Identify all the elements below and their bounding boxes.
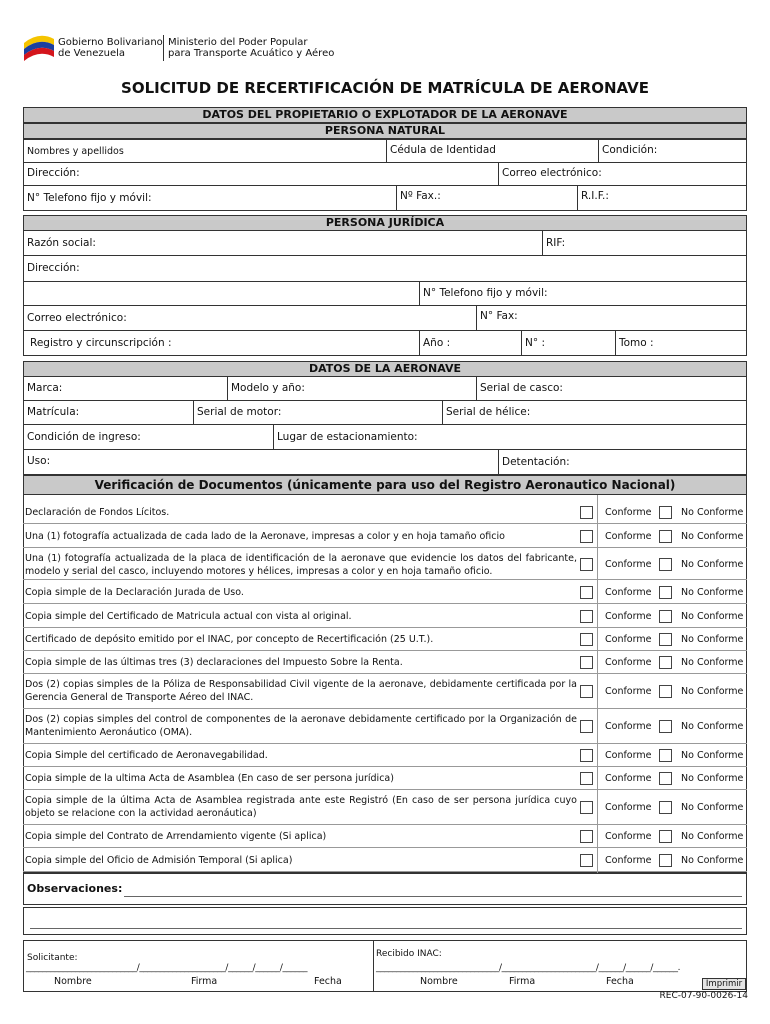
received-label: Recibido INAC: — [376, 949, 442, 959]
holding-field[interactable]: Detentación: — [502, 456, 570, 468]
rif-field[interactable]: R.I.F.: — [581, 190, 609, 202]
applicant-signature-line[interactable]: ___________________________/_____________________/______/______/______ — [26, 963, 308, 973]
hull-serial-field[interactable]: Serial de casco: — [480, 382, 563, 394]
form-code: REC-07-90-0026-14 — [659, 991, 748, 1001]
verification-row — [23, 709, 747, 744]
conforme-label: Conforme — [605, 686, 652, 697]
applicant-sign-label: Firma — [191, 976, 218, 987]
verification-item-text: Dos (2) copias simples de la Póliza de Responsabilidad Civil vigente de la aeronave, debidamente certificada por la Gerencia General de Transporte Aéreo del INAC. — [25, 679, 577, 703]
verification-item-text: Copia simple de la Declaración Jurada de Uso. — [25, 586, 244, 598]
no-conforme-label: No Conforme — [681, 657, 744, 668]
registry-field[interactable]: Registro y circunscripción : — [30, 337, 172, 349]
juridica-row-2 — [23, 256, 747, 282]
no-conforme-label: No Conforme — [681, 750, 744, 761]
owner-section-title: DATOS DEL PROPIETARIO O EXPLOTADOR DE LA AERONAVE — [23, 107, 747, 123]
verification-title: Verificación de Documentos (únicamente para uso del Registro Aeronautico Nacional) — [23, 475, 747, 495]
aircraft-row-4 — [23, 450, 747, 475]
venezuela-flag-icon — [22, 33, 56, 63]
address-field[interactable]: Dirección: — [27, 167, 80, 179]
verification-row — [23, 580, 747, 604]
juridica-fax-field[interactable]: N° Fax: — [480, 310, 518, 322]
verification-row — [23, 790, 747, 825]
conforme-checkbox[interactable] — [580, 586, 593, 599]
entry-condition-field[interactable]: Condición de ingreso: — [27, 431, 141, 443]
observations-box — [23, 873, 747, 905]
use-field[interactable]: Uso: — [27, 455, 51, 467]
no-conforme-checkbox[interactable] — [659, 558, 672, 571]
verification-row — [23, 500, 747, 524]
conforme-checkbox[interactable] — [580, 749, 593, 762]
juridica-address-field[interactable]: Dirección: — [27, 262, 80, 274]
verification-item-text: Copia Simple del certificado de Aeronavegabilidad. — [25, 750, 268, 761]
conforme-label: Conforme — [605, 773, 652, 784]
natural-row-1 — [23, 139, 747, 163]
juridica-row-4 — [23, 306, 747, 331]
brand-field[interactable]: Marca: — [27, 382, 63, 394]
no-conforme-label: No Conforme — [681, 831, 744, 842]
conforme-checkbox[interactable] — [580, 558, 593, 571]
juridica-row-5 — [23, 331, 747, 356]
applicant-label: Solicitante: — [27, 953, 78, 963]
conforme-label: Conforme — [605, 634, 652, 645]
applicant-date-label: Fecha — [314, 976, 342, 987]
observations-label: Observaciones: — [27, 882, 123, 895]
verification-item-text: Una (1) fotografía actualizada de la placa de identificación de la aeronave que evidencie los datos del fabricante, modelo y serial del casco, incluyendo motores y hélices, impresas a color y en hoja tamaño oficio. — [25, 553, 577, 577]
no-conforme-label: No Conforme — [681, 773, 744, 784]
conforme-label: Conforme — [605, 721, 652, 732]
natural-person-title: PERSONA NATURAL — [23, 123, 747, 139]
conforme-checkbox[interactable] — [580, 772, 593, 785]
conforme-checkbox[interactable] — [580, 610, 593, 623]
aircraft-row-1 — [23, 377, 747, 401]
conforme-checkbox[interactable] — [580, 656, 593, 669]
no-conforme-checkbox[interactable] — [659, 610, 672, 623]
no-conforme-label: No Conforme — [681, 610, 744, 622]
juridica-rif-field[interactable]: RIF: — [546, 237, 566, 249]
aircraft-row-2 — [23, 401, 747, 425]
conforme-label: Conforme — [605, 530, 652, 542]
conforme-checkbox[interactable] — [580, 530, 593, 543]
model-field[interactable]: Modelo y año: — [231, 382, 305, 394]
conforme-checkbox[interactable] — [580, 685, 593, 698]
received-date-label: Fecha — [606, 976, 634, 987]
year-field[interactable]: Año : — [423, 337, 451, 349]
aircraft-title: DATOS DE LA AERONAVE — [23, 361, 747, 377]
no-conforme-label: No Conforme — [681, 854, 744, 866]
no-conforme-label: No Conforme — [681, 802, 744, 813]
received-signature-line[interactable]: ______________________________/_______________________/______/______/______. — [376, 963, 681, 973]
no-conforme-checkbox[interactable] — [659, 633, 672, 646]
razon-social-field[interactable]: Razón social: — [27, 237, 96, 249]
verification-row — [23, 548, 747, 580]
natural-row-3 — [23, 186, 747, 211]
no-conforme-checkbox[interactable] — [659, 506, 672, 519]
verification-item-text: Copia simple de las últimas tres (3) declaraciones del Impuesto Sobre la Renta. — [25, 657, 403, 668]
verification-row — [23, 825, 747, 848]
no-conforme-checkbox[interactable] — [659, 749, 672, 762]
cedula-field[interactable]: Cédula de Identidad — [390, 144, 496, 156]
print-button[interactable]: Imprimir — [702, 978, 746, 990]
no-conforme-label: No Conforme — [681, 558, 744, 570]
conforme-label: Conforme — [605, 586, 652, 598]
email-field[interactable]: Correo electrónico: — [502, 167, 602, 179]
phone-field[interactable]: N° Telefono fijo y móvil: — [27, 192, 152, 204]
no-conforme-checkbox[interactable] — [659, 720, 672, 733]
condition-field[interactable]: Condición: — [602, 144, 658, 156]
juridica-row-1 — [23, 231, 747, 256]
verification-item-text: Dos (2) copias simples del control de componentes de la aeronave debidamente certificado por la Organización de Mantenimiento Aeronáutico (OMA). — [25, 714, 577, 738]
no-conforme-checkbox[interactable] — [659, 530, 672, 543]
no-conforme-checkbox[interactable] — [659, 772, 672, 785]
conforme-label: Conforme — [605, 802, 652, 813]
applicant-name-label: Nombre — [54, 976, 92, 987]
verification-row — [23, 604, 747, 628]
no-conforme-label: No Conforme — [681, 506, 744, 518]
page-title: SOLICITUD DE RECERTIFICACIÓN DE MATRÍCULA DE AERONAVE — [121, 79, 649, 97]
propeller-serial-field[interactable]: Serial de hélice: — [446, 406, 531, 418]
conforme-label: Conforme — [605, 558, 652, 570]
observations-field[interactable] — [23, 907, 747, 935]
natural-row-2 — [23, 163, 747, 186]
received-name-label: Nombre — [420, 976, 458, 987]
engine-serial-field[interactable]: Serial de motor: — [197, 406, 282, 418]
juridica-phone-field[interactable]: N° Telefono fijo y móvil: — [423, 287, 548, 299]
juridica-email-field[interactable]: Correo electrónico: — [27, 312, 127, 324]
ministry-line-2: para Transporte Acuático y Aéreo — [168, 48, 335, 59]
ministry-line-1: Ministerio del Poder Popular — [168, 37, 308, 48]
no-conforme-label: No Conforme — [681, 530, 744, 542]
verification-item-text: Copia simple de la última Acta de Asamblea registrada ante este Registró (En caso de ser persona jurídica cuyo objeto se relacione con la actividad aeronáutica) — [25, 795, 577, 819]
registration-field[interactable]: Matrícula: — [27, 406, 80, 418]
number-field[interactable]: N° : — [525, 337, 545, 349]
verification-item-text: Copia simple del Oficio de Admisión Temporal (Si aplica) — [25, 854, 293, 866]
no-conforme-checkbox[interactable] — [659, 854, 672, 867]
signature-box — [23, 940, 747, 992]
no-conforme-label: No Conforme — [681, 686, 744, 697]
verification-row — [23, 767, 747, 790]
juridical-person-title: PERSONA JURÍDICA — [23, 215, 747, 231]
conforme-checkbox[interactable] — [580, 506, 593, 519]
conforme-label: Conforme — [605, 854, 652, 866]
conforme-label: Conforme — [605, 831, 652, 842]
verification-row — [23, 848, 747, 872]
no-conforme-checkbox[interactable] — [659, 586, 672, 599]
no-conforme-label: No Conforme — [681, 586, 744, 598]
conforme-label: Conforme — [605, 750, 652, 761]
conforme-checkbox[interactable] — [580, 801, 593, 814]
no-conforme-label: No Conforme — [681, 634, 744, 645]
names-field[interactable]: Nombres y apellidos — [27, 146, 124, 157]
verification-row — [23, 524, 747, 548]
verification-row — [23, 674, 747, 709]
no-conforme-checkbox[interactable] — [659, 685, 672, 698]
conforme-checkbox[interactable] — [580, 854, 593, 867]
verification-row — [23, 628, 747, 651]
received-sign-label: Firma — [509, 976, 536, 987]
parking-field[interactable]: Lugar de estacionamiento: — [277, 431, 418, 443]
verification-item-text: Declaración de Fondos Lícitos. — [25, 506, 170, 518]
header — [22, 33, 342, 65]
no-conforme-checkbox[interactable] — [659, 830, 672, 843]
no-conforme-label: No Conforme — [681, 721, 744, 732]
aircraft-row-3 — [23, 425, 747, 450]
conforme-label: Conforme — [605, 610, 652, 622]
conforme-checkbox[interactable] — [580, 830, 593, 843]
conforme-label: Conforme — [605, 506, 652, 518]
conforme-label: Conforme — [605, 657, 652, 668]
logo-line-2: de Venezuela — [58, 48, 126, 59]
conforme-checkbox[interactable] — [580, 720, 593, 733]
no-conforme-checkbox[interactable] — [659, 656, 672, 669]
tome-field[interactable]: Tomo : — [619, 337, 654, 349]
fax-field[interactable]: Nº Fax.: — [400, 190, 441, 202]
verification-row — [23, 744, 747, 767]
no-conforme-checkbox[interactable] — [659, 801, 672, 814]
juridica-row-3 — [23, 282, 747, 306]
verification-item-text: Certificado de depósito emitido por el INAC, por concepto de Recertificación (25 U.T.). — [25, 634, 434, 645]
verification-item-text: Copia simple del Certificado de Matricula actual con vista al original. — [25, 610, 352, 622]
verification-row — [23, 651, 747, 674]
logo-line-1: Gobierno Bolivariano — [58, 37, 163, 48]
conforme-checkbox[interactable] — [580, 633, 593, 646]
verification-item-text: Copia simple de la ultima Acta de Asamblea (En caso de ser persona jurídica) — [25, 773, 394, 784]
verification-item-text: Una (1) fotografía actualizada de cada lado de la Aeronave, impresas a color y en hoja tamaño oficio — [25, 530, 505, 542]
verification-item-text: Copia simple del Contrato de Arrendamiento vigente (Si aplica) — [25, 831, 327, 842]
